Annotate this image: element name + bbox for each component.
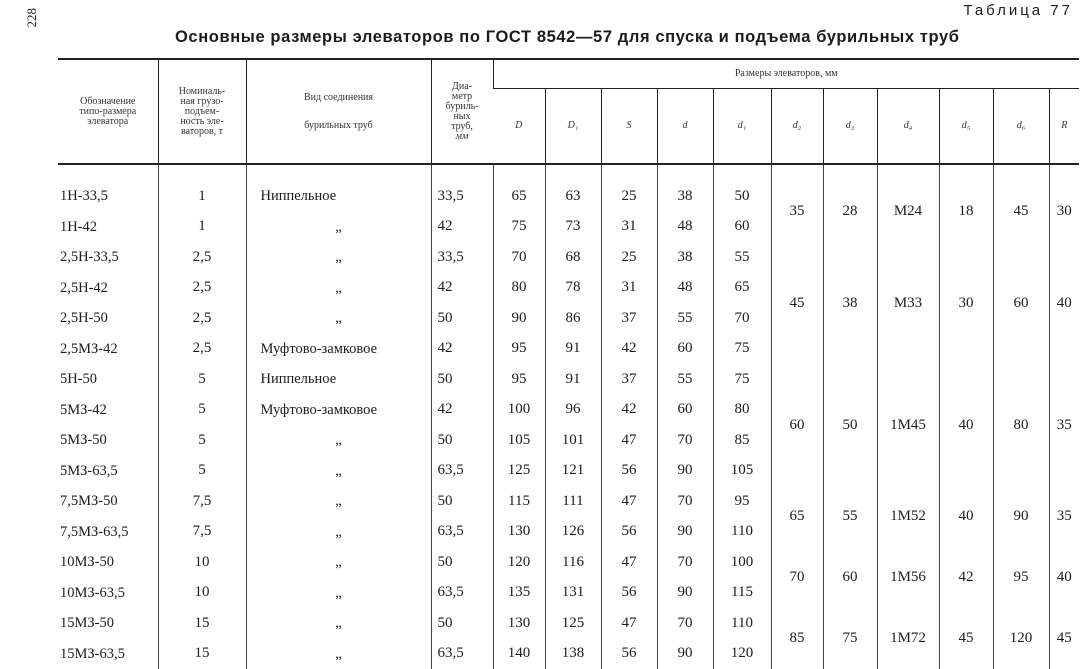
- cell-S: 42: [601, 395, 657, 426]
- cell-D: 120: [493, 547, 545, 578]
- cell-connection: „: [246, 639, 431, 669]
- header-D1: D₁: [545, 89, 601, 165]
- table-row: [58, 181, 1079, 212]
- cell-connection: Ниппельное: [246, 181, 431, 212]
- cell-d6: 80: [993, 364, 1049, 486]
- cell-d1: 50: [713, 181, 771, 212]
- cell-d1: 75: [713, 334, 771, 365]
- cell-d5: 40: [939, 364, 993, 486]
- cell-D: 65: [493, 181, 545, 212]
- cell-S: 37: [601, 303, 657, 334]
- cell-D1: 91: [545, 364, 601, 395]
- cell-d1: 105: [713, 456, 771, 487]
- cell-d2: 70: [771, 547, 823, 608]
- cell-d1: 65: [713, 273, 771, 304]
- cell-diameter: 50: [431, 303, 493, 334]
- cell-connection: „: [246, 425, 431, 456]
- cell-diameter: 63,5: [431, 517, 493, 548]
- cell-diameter: 42: [431, 395, 493, 426]
- cell-diameter: 50: [431, 547, 493, 578]
- cell-D: 105: [493, 425, 545, 456]
- cell-D1: 86: [545, 303, 601, 334]
- cell-connection: Муфтово-замковое: [246, 334, 431, 365]
- cell-D: 75: [493, 212, 545, 243]
- cell-D: 80: [493, 273, 545, 304]
- table-title: Основные размеры элеваторов по ГОСТ 8542—57 для спуска и подъема бурильных труб: [175, 28, 960, 47]
- cell-S: 47: [601, 608, 657, 639]
- cell-d3: 60: [823, 547, 877, 608]
- cell-d3: 50: [823, 364, 877, 486]
- cell-d1: 55: [713, 242, 771, 273]
- table-row: [58, 486, 1079, 517]
- cell-S: 47: [601, 547, 657, 578]
- cell-d4: 1М45: [877, 364, 939, 486]
- cell-connection: „: [246, 273, 431, 304]
- cell-designation: 5МЗ-63,5: [58, 456, 158, 487]
- cell-S: 47: [601, 486, 657, 517]
- cell-capacity: 2,5: [158, 242, 246, 273]
- cell-D1: 121: [545, 456, 601, 487]
- cell-d1: 70: [713, 303, 771, 334]
- cell-D: 115: [493, 486, 545, 517]
- cell-diameter: 50: [431, 486, 493, 517]
- table-body: [58, 164, 1079, 669]
- cell-diameter: 50: [431, 608, 493, 639]
- cell-designation: 10МЗ-50: [58, 547, 158, 578]
- cell-diameter: 50: [431, 364, 493, 395]
- cell-d: 60: [657, 334, 713, 365]
- table-row: [58, 547, 1079, 578]
- cell-d1: 95: [713, 486, 771, 517]
- cell-d4: М24: [877, 181, 939, 242]
- cell-d5: 18: [939, 181, 993, 242]
- header-d4: d₄: [877, 89, 939, 165]
- cell-connection: „: [246, 547, 431, 578]
- cell-designation: 7,5МЗ-63,5: [58, 517, 158, 548]
- cell-connection: „: [246, 608, 431, 639]
- cell-d5: 42: [939, 547, 993, 608]
- cell-connection: „: [246, 578, 431, 609]
- header-d1: d₁: [713, 89, 771, 165]
- cell-d: 55: [657, 303, 713, 334]
- cell-capacity: 5: [158, 395, 246, 426]
- cell-S: 56: [601, 578, 657, 609]
- cell-R: 35: [1049, 486, 1079, 547]
- cell-capacity: 5: [158, 425, 246, 456]
- cell-d: 60: [657, 395, 713, 426]
- cell-D: 100: [493, 395, 545, 426]
- cell-d: 90: [657, 639, 713, 669]
- cell-capacity: 7,5: [158, 486, 246, 517]
- cell-d1: 60: [713, 212, 771, 243]
- cell-d: 70: [657, 425, 713, 456]
- cell-S: 31: [601, 273, 657, 304]
- cell-diameter: 42: [431, 334, 493, 365]
- cell-d: 70: [657, 547, 713, 578]
- cell-d: 38: [657, 181, 713, 212]
- page-number: 228: [24, 8, 40, 28]
- cell-D: 95: [493, 364, 545, 395]
- cell-D1: 131: [545, 578, 601, 609]
- cell-R: 40: [1049, 547, 1079, 608]
- cell-D1: 96: [545, 395, 601, 426]
- header-dims-group: Размеры элеваторов, мм: [493, 59, 1079, 89]
- cell-designation: 5МЗ-50: [58, 425, 158, 456]
- cell-connection: „: [246, 303, 431, 334]
- cell-capacity: 10: [158, 547, 246, 578]
- cell-D1: 73: [545, 212, 601, 243]
- cell-S: 56: [601, 639, 657, 669]
- cell-connection: „: [246, 242, 431, 273]
- cell-d1: 110: [713, 517, 771, 548]
- cell-d: 38: [657, 242, 713, 273]
- cell-D: 90: [493, 303, 545, 334]
- cell-d: 70: [657, 486, 713, 517]
- cell-diameter: 63,5: [431, 639, 493, 669]
- header-capacity: Номиналь- ная грузо- подъем- ность эле- ваторов, т: [158, 59, 246, 164]
- cell-d1: 115: [713, 578, 771, 609]
- cell-d6: 120: [993, 608, 1049, 669]
- cell-D1: 138: [545, 639, 601, 669]
- cell-D: 125: [493, 456, 545, 487]
- cell-designation: 5Н-50: [58, 364, 158, 395]
- cell-designation: 15МЗ-63,5: [58, 639, 158, 669]
- cell-D: 130: [493, 608, 545, 639]
- header-S: S: [601, 89, 657, 165]
- cell-d6: 90: [993, 486, 1049, 547]
- header-connection: Вид соединения бурильных труб: [246, 59, 431, 164]
- cell-capacity: 15: [158, 608, 246, 639]
- cell-S: 25: [601, 181, 657, 212]
- cell-d1: 100: [713, 547, 771, 578]
- cell-connection: „: [246, 517, 431, 548]
- table-row: [58, 608, 1079, 639]
- header-d2: d₂: [771, 89, 823, 165]
- cell-designation: 2,5Н-33,5: [58, 242, 158, 273]
- cell-d4: 1М72: [877, 608, 939, 669]
- cell-d4: М33: [877, 242, 939, 364]
- cell-d4: 1М52: [877, 486, 939, 547]
- cell-designation: 2,5Н-42: [58, 273, 158, 304]
- cell-d: 48: [657, 273, 713, 304]
- cell-D1: 125: [545, 608, 601, 639]
- cell-R: 40: [1049, 242, 1079, 364]
- elevator-dimensions-table: [58, 58, 1079, 669]
- cell-diameter: 42: [431, 273, 493, 304]
- table-row: [58, 242, 1079, 273]
- cell-designation: 1Н-33,5: [58, 181, 158, 212]
- cell-D1: 68: [545, 242, 601, 273]
- cell-d1: 120: [713, 639, 771, 669]
- header-d6: d₆: [993, 89, 1049, 165]
- cell-diameter: 50: [431, 425, 493, 456]
- cell-designation: 7,5МЗ-50: [58, 486, 158, 517]
- cell-designation: 5МЗ-42: [58, 395, 158, 426]
- cell-S: 37: [601, 364, 657, 395]
- cell-S: 25: [601, 242, 657, 273]
- cell-diameter: 63,5: [431, 578, 493, 609]
- cell-d3: 75: [823, 608, 877, 669]
- cell-R: 35: [1049, 364, 1079, 486]
- header-d3: d₃: [823, 89, 877, 165]
- cell-D1: 78: [545, 273, 601, 304]
- cell-S: 56: [601, 456, 657, 487]
- cell-capacity: 5: [158, 364, 246, 395]
- cell-S: 42: [601, 334, 657, 365]
- cell-D1: 91: [545, 334, 601, 365]
- cell-d3: 55: [823, 486, 877, 547]
- cell-capacity: 5: [158, 456, 246, 487]
- cell-capacity: 1: [158, 212, 246, 243]
- cell-d2: 45: [771, 242, 823, 364]
- cell-d2: 65: [771, 486, 823, 547]
- cell-diameter: 33,5: [431, 181, 493, 212]
- cell-d6: 60: [993, 242, 1049, 364]
- cell-d5: 30: [939, 242, 993, 364]
- cell-d2: 35: [771, 181, 823, 242]
- header-designation: Обозначение типо-размера элеватора: [58, 59, 158, 164]
- cell-d1: 85: [713, 425, 771, 456]
- cell-designation: 10МЗ-63,5: [58, 578, 158, 609]
- cell-S: 31: [601, 212, 657, 243]
- cell-D1: 116: [545, 547, 601, 578]
- table-label: Таблица 77: [963, 2, 1073, 19]
- cell-d: 90: [657, 456, 713, 487]
- cell-R: 45: [1049, 608, 1079, 669]
- cell-connection: „: [246, 456, 431, 487]
- cell-d4: 1М56: [877, 547, 939, 608]
- cell-d1: 75: [713, 364, 771, 395]
- header-D: D: [493, 89, 545, 165]
- cell-capacity: 2,5: [158, 334, 246, 365]
- cell-d1: 110: [713, 608, 771, 639]
- cell-connection: Муфтово-замковое: [246, 395, 431, 426]
- cell-d2: 85: [771, 608, 823, 669]
- cell-designation: 2,5МЗ-42: [58, 334, 158, 365]
- header-d: d: [657, 89, 713, 165]
- cell-D: 140: [493, 639, 545, 669]
- cell-D: 135: [493, 578, 545, 609]
- cell-connection: Ниппельное: [246, 364, 431, 395]
- cell-designation: 15МЗ-50: [58, 608, 158, 639]
- cell-capacity: 1: [158, 181, 246, 212]
- cell-D: 130: [493, 517, 545, 548]
- cell-d5: 40: [939, 486, 993, 547]
- header-d5: d₅: [939, 89, 993, 165]
- cell-diameter: 33,5: [431, 242, 493, 273]
- cell-capacity: 15: [158, 639, 246, 669]
- cell-connection: „: [246, 486, 431, 517]
- cell-D1: 126: [545, 517, 601, 548]
- cell-designation: 1Н-42: [58, 212, 158, 243]
- header-R: R: [1049, 89, 1079, 165]
- cell-D1: 63: [545, 181, 601, 212]
- cell-R: 30: [1049, 181, 1079, 242]
- cell-d3: 38: [823, 242, 877, 364]
- cell-capacity: 2,5: [158, 273, 246, 304]
- header-diameter: Диа- метр буриль- ных труб, мм: [431, 59, 493, 164]
- cell-capacity: 10: [158, 578, 246, 609]
- cell-D: 95: [493, 334, 545, 365]
- cell-diameter: 63,5: [431, 456, 493, 487]
- cell-S: 56: [601, 517, 657, 548]
- cell-d: 70: [657, 608, 713, 639]
- cell-capacity: 2,5: [158, 303, 246, 334]
- cell-connection: „: [246, 212, 431, 243]
- cell-d: 90: [657, 578, 713, 609]
- cell-d: 90: [657, 517, 713, 548]
- cell-capacity: 7,5: [158, 517, 246, 548]
- cell-D1: 111: [545, 486, 601, 517]
- cell-d2: 60: [771, 364, 823, 486]
- cell-designation: 2,5Н-50: [58, 303, 158, 334]
- cell-D1: 101: [545, 425, 601, 456]
- cell-d6: 45: [993, 181, 1049, 242]
- cell-d: 48: [657, 212, 713, 243]
- cell-diameter: 42: [431, 212, 493, 243]
- table-row: [58, 364, 1079, 395]
- cell-S: 47: [601, 425, 657, 456]
- cell-d6: 95: [993, 547, 1049, 608]
- cell-d5: 45: [939, 608, 993, 669]
- cell-d1: 80: [713, 395, 771, 426]
- cell-d: 55: [657, 364, 713, 395]
- cell-d3: 28: [823, 181, 877, 242]
- cell-D: 70: [493, 242, 545, 273]
